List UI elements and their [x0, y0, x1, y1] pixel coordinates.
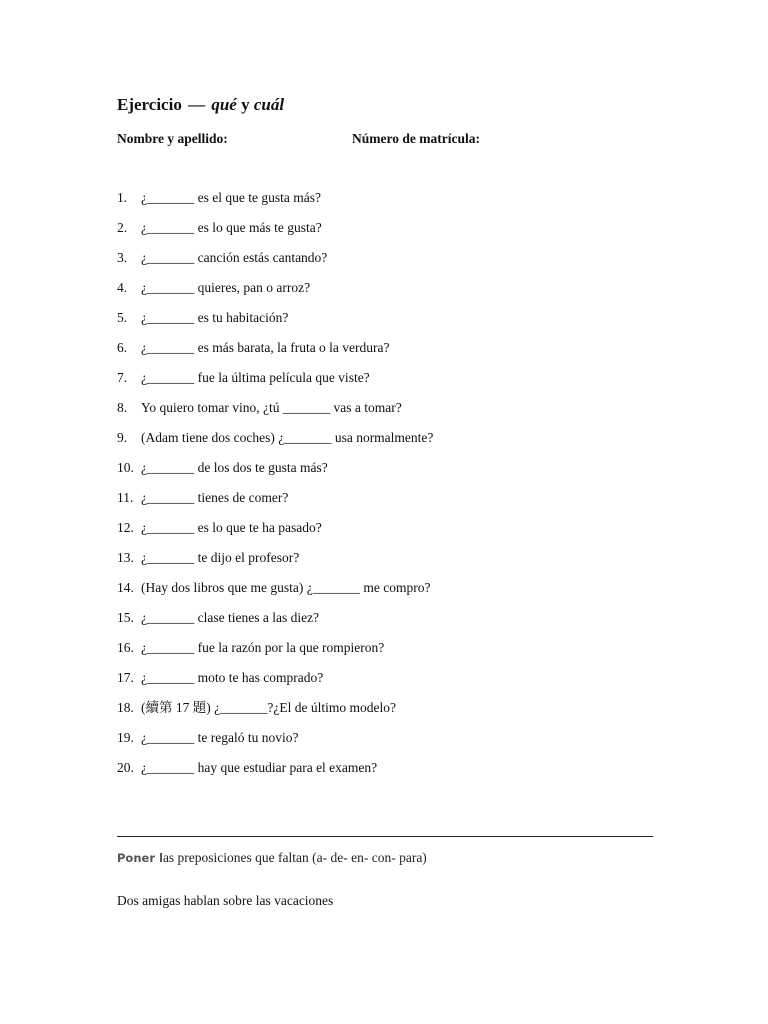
- question-item: [117, 460, 433, 490]
- instruction-rest: as preposiciones que faltan (a- de- en- con- para): [162, 850, 427, 865]
- question-text: ¿_______ es tu habitación?: [141, 310, 289, 325]
- question-item: [117, 400, 433, 430]
- question-text: ¿_______ fue la razón por la que rompieron?: [141, 640, 385, 655]
- question-number: 19.: [117, 730, 134, 745]
- question-text: ¿_______ tienes de comer?: [141, 490, 289, 505]
- name-field-label: Nombre y apellido:: [117, 131, 228, 146]
- question-item: [117, 490, 433, 520]
- question-list: [117, 190, 433, 790]
- question-number: 16.: [117, 640, 134, 655]
- question-number: 8.: [117, 400, 128, 415]
- question-number: 15.: [117, 610, 134, 625]
- question-item: [117, 550, 433, 580]
- question-item: [117, 700, 433, 730]
- instruction-lead: Poner l: [117, 851, 163, 865]
- question-item: [117, 520, 433, 550]
- question-item: [117, 760, 433, 790]
- section-divider: [117, 836, 653, 837]
- page-title: [117, 95, 284, 115]
- question-number: 14.: [117, 580, 134, 595]
- section-subtitle: Dos amigas hablan sobre las vacaciones: [117, 893, 334, 908]
- question-number: 13.: [117, 550, 134, 565]
- question-text: ¿_______ es lo que te ha pasado?: [141, 520, 322, 535]
- student-id-field-label: Número de matrícula:: [352, 131, 480, 146]
- question-item: [117, 190, 433, 220]
- question-text: (續第 17 題) ¿_______?¿El de último modelo?: [141, 700, 396, 715]
- question-number: 3.: [117, 250, 128, 265]
- question-item: [117, 640, 433, 670]
- section-instruction: [117, 850, 427, 866]
- title-que: qué: [211, 95, 237, 114]
- question-number: 18.: [117, 700, 134, 715]
- question-item: [117, 730, 433, 760]
- question-item: [117, 250, 433, 280]
- question-number: 9.: [117, 430, 128, 445]
- question-item: [117, 340, 433, 370]
- question-item: [117, 220, 433, 250]
- question-number: 12.: [117, 520, 134, 535]
- title-cual: cuál: [253, 95, 285, 114]
- question-text: ¿_______ es más barata, la fruta o la verdura?: [141, 340, 390, 355]
- question-item: [117, 310, 433, 340]
- title-main: Ejercicio: [117, 95, 182, 114]
- question-text: ¿_______ quieres, pan o arroz?: [141, 280, 311, 295]
- question-number: 20.: [117, 760, 134, 775]
- question-text: ¿_______ moto te has comprado?: [141, 670, 324, 685]
- question-item: [117, 280, 433, 310]
- question-text: ¿_______ te regaló tu novio?: [141, 730, 299, 745]
- question-text: ¿_______ clase tienes a las diez?: [141, 610, 320, 625]
- question-number: 11.: [117, 490, 134, 505]
- question-text: ¿_______ es el que te gusta más?: [141, 190, 321, 205]
- question-text: ¿_______ hay que estudiar para el examen?: [141, 760, 378, 775]
- title-y: y: [241, 95, 250, 114]
- question-item: [117, 670, 433, 700]
- question-number: 4.: [117, 280, 128, 295]
- question-number: 10.: [117, 460, 134, 475]
- title-dash: —: [188, 95, 206, 114]
- question-number: 5.: [117, 310, 128, 325]
- question-text: Yo quiero tomar vino, ¿tú _______ vas a tomar?: [141, 400, 402, 415]
- question-item: [117, 370, 433, 400]
- question-text: ¿_______ canción estás cantando?: [141, 250, 328, 265]
- question-text: (Adam tiene dos coches) ¿_______ usa normalmente?: [141, 430, 434, 445]
- question-item: [117, 610, 433, 640]
- question-item: [117, 430, 433, 460]
- question-number: 1.: [117, 190, 128, 205]
- question-number: 2.: [117, 220, 128, 235]
- question-number: 6.: [117, 340, 128, 355]
- question-text: (Hay dos libros que me gusta) ¿_______ me compro?: [141, 580, 431, 595]
- question-number: 17.: [117, 670, 134, 685]
- question-text: ¿_______ te dijo el profesor?: [141, 550, 300, 565]
- question-text: ¿_______ fue la última película que viste?: [141, 370, 370, 385]
- question-text: ¿_______ de los dos te gusta más?: [141, 460, 328, 475]
- question-item: [117, 580, 433, 610]
- question-text: ¿_______ es lo que más te gusta?: [141, 220, 322, 235]
- question-number: 7.: [117, 370, 128, 385]
